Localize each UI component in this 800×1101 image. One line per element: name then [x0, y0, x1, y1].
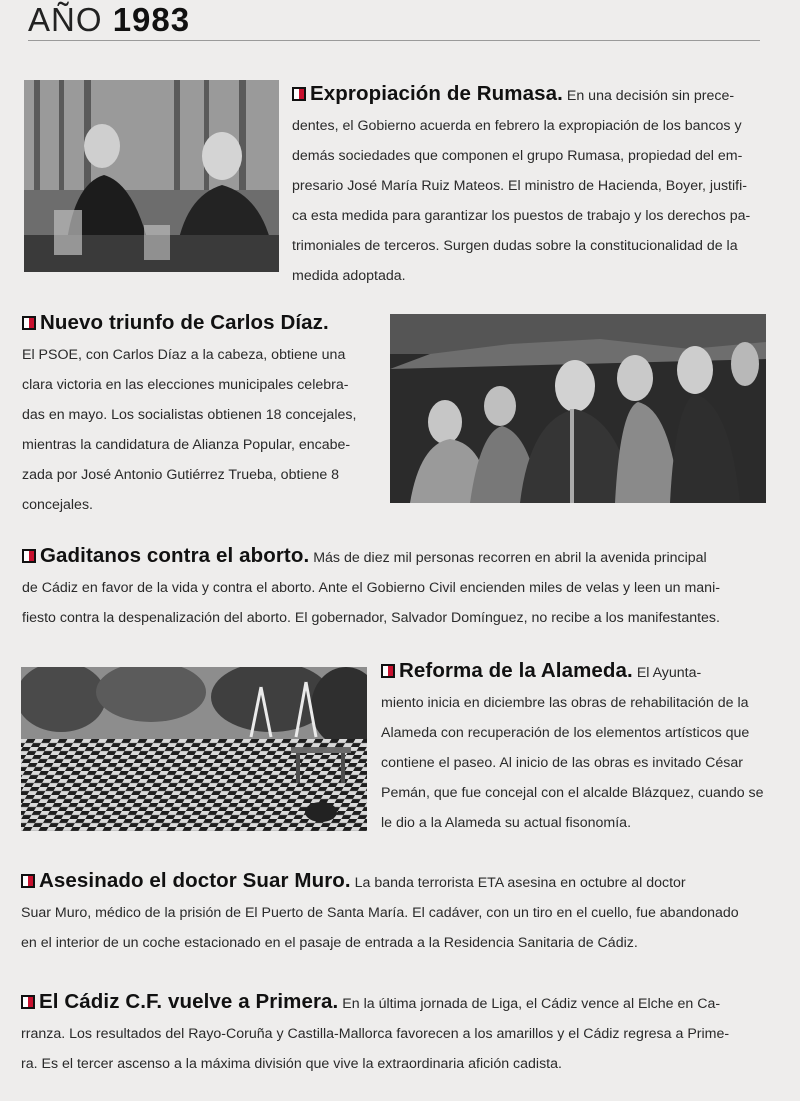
red-square-bullet-icon [381, 664, 395, 678]
article-aborto: Gaditanos contra el aborto. Más de diez mil personas recorren en abril la avenida principal de Cádiz en favor de la vida y contra el aborto. Ante el Gobierno Civil encienden miles de velas y leen un mani- fiesto contra la despenalización del aborto. El gobernador, Salvador Domínguez, no recibe a los manifestantes. [22, 544, 720, 626]
title-prefix: AÑO [28, 1, 103, 38]
title-year: 1983 [112, 1, 191, 38]
article-rumasa: Expropiación de Rumasa. En una decisión sin prece- dentes, el Gobierno acuerda en febrero la expropiación de los bancos y demás sociedades que componen el grupo Rumasa, propiedad del em- presario José María Ruiz Mateos. El ministro de Hacienda, Boyer, justifi- ca esta medida para garantizar los puestos de trabajo y los derechos pa- trimoniales de terceros. Surgen dudas sobre la constitucionalidad de la medida adoptada. [292, 82, 751, 284]
photo-carlos-diaz-celebration [390, 314, 766, 503]
photo-rumasa-press-conference [24, 80, 279, 272]
article-title: Reforma de la Alameda. [399, 659, 633, 682]
page-title [28, 0, 190, 40]
red-square-bullet-icon [292, 87, 306, 101]
article-title: El Cádiz C.F. vuelve a Primera. [39, 990, 339, 1013]
article-title: Nuevo triunfo de Carlos Díaz. [40, 311, 329, 334]
article-alameda: Reforma de la Alameda. El Ayunta- miento inicia en diciembre las obras de rehabilitación de la Alameda con recuperación de los elementos artísticos que contiene el paseo. Al inicio de las obras es invitado César Pemán, que fue concejal con el alcalde Blázquez, cuando se le dio a la Alameda su actual fisonomía. [381, 659, 764, 831]
red-square-bullet-icon [21, 995, 35, 1009]
red-square-bullet-icon [21, 874, 35, 888]
header-divider [28, 40, 760, 41]
article-suar-muro: Asesinado el doctor Suar Muro. La banda terrorista ETA asesina en octubre al doctor Suar Muro, médico de la prisión de El Puerto de Santa María. El cadáver, con un tiro en el cuello, fue abandonado en el interior de un coche estacionado en el pasaje de entrada a la Residencia Sanitaria de Cádiz. [21, 869, 739, 951]
photo-alameda-works [21, 667, 367, 831]
article-cadiz-cf: El Cádiz C.F. vuelve a Primera. En la última jornada de Liga, el Cádiz vence al Elche en Ca- rranza. Los resultados del Rayo-Coruña y Castilla-Mallorca favorecen a los amarillos y el Cádiz regresa a Prime- ra. Es el tercer ascenso a la máxima división que vive la extraordinaria afición cadista. [21, 990, 730, 1072]
red-square-bullet-icon [22, 549, 36, 563]
article-title: Gaditanos contra el aborto. [40, 544, 310, 567]
article-title: Expropiación de Rumasa. [310, 82, 563, 105]
red-square-bullet-icon [22, 316, 36, 330]
article-carlos-diaz: Nuevo triunfo de Carlos Díaz. El PSOE, con Carlos Díaz a la cabeza, obtiene una clara victoria en las elecciones municipales celebra- das en mayo. Los socialistas obtienen 18 concejales, mientras la candidatura de Alianza Popular, encabe- zada por José Antonio Gutiérrez Trueba, obtiene 8 concejales. [22, 311, 357, 513]
article-title: Asesinado el doctor Suar Muro. [39, 869, 351, 892]
